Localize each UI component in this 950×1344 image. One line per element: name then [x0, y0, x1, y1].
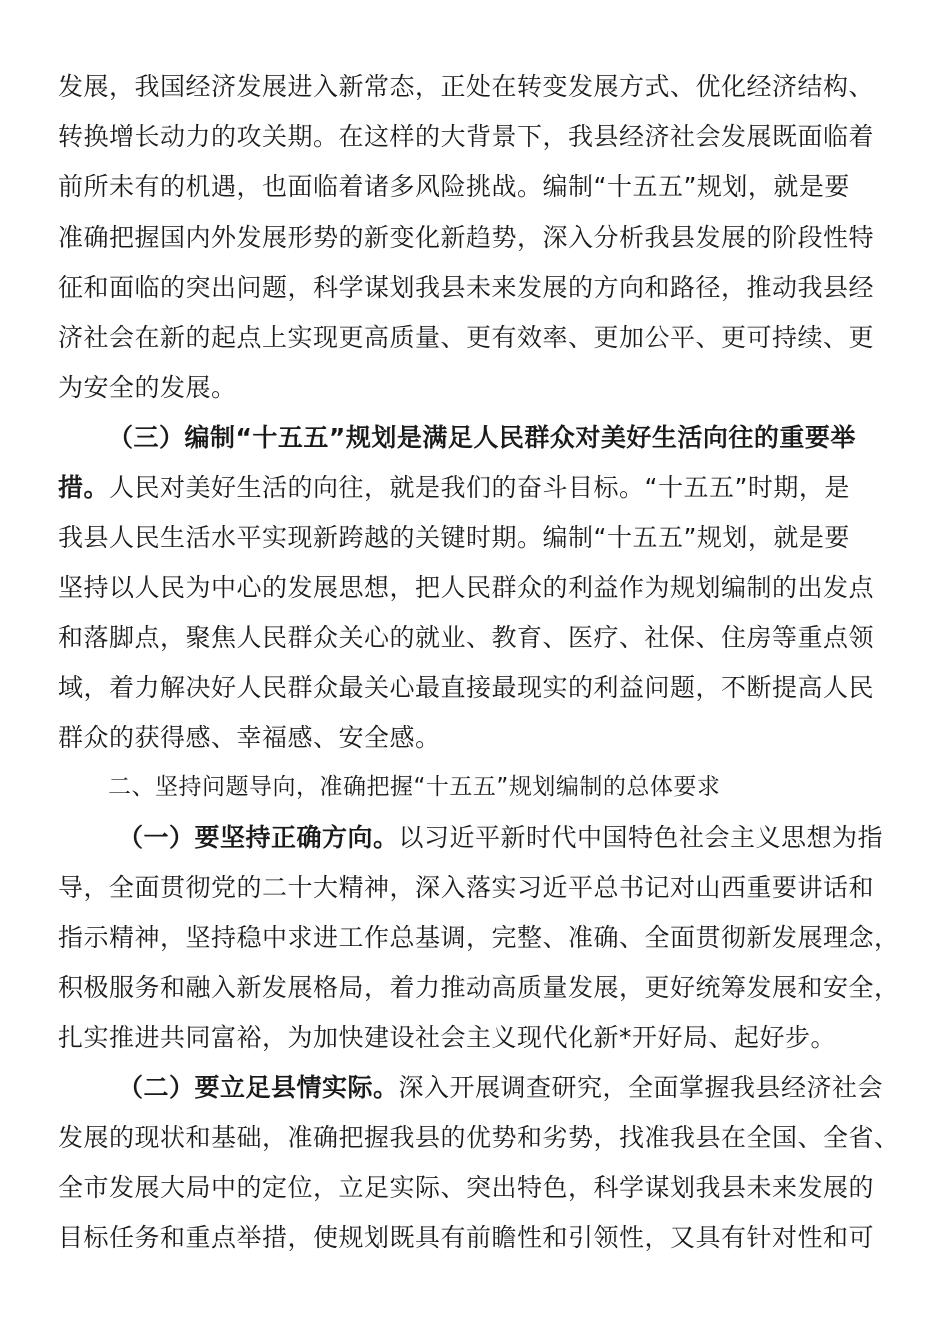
text-line: 我县人民生活水平实现新跨越的关键时期。编制“十五五”规划，就是要	[58, 523, 850, 552]
section-heading: 二、坚持问题导向，准确把握“十五五”规划编制的总体要求	[108, 774, 721, 800]
text-line: 和落脚点，聚焦人民群众关心的就业、教育、医疗、社保、住房等重点领	[58, 623, 875, 652]
text-line: 发展的现状和基础，准确把握我县的优势和劣势，找准我县在全国、全省、	[58, 1123, 900, 1152]
text-line: 群众的获得感、幸福感、安全感。	[58, 723, 441, 752]
text-line: （二）要立足县情实际。深入开展调查研究，全面掌握我县经济社会	[118, 1073, 884, 1102]
text-line: 扎实推进共同富裕，为加快建设社会主义现代化新*开好局、起好步。	[58, 1023, 837, 1052]
text-line: （一）要坚持正确方向。以习近平新时代中国特色社会主义思想为指	[118, 823, 884, 852]
text-line: 发展，我国经济发展进入新常态，正处在转变发展方式、优化经济结构、	[58, 72, 875, 101]
text-line: 域，着力解决好人民群众最关心最直接最现实的利益问题，不断提高人民	[58, 673, 875, 702]
text-line: 前所未有的机遇，也面临着诸多风险挑战。编制“十五五”规划，就是要	[58, 172, 850, 201]
text-line: 征和面临的突出问题，科学谋划我县未来发展的方向和路径，推动我县经	[58, 273, 875, 302]
text-line: 导，全面贯彻党的二十大精神，深入落实习近平总书记对山西重要讲话和	[58, 873, 875, 902]
text-line: 济社会在新的起点上实现更高质量、更有效率、更加公平、更可持续、更	[58, 323, 875, 352]
text-line: 全市发展大局中的定位，立足实际、突出特色，科学谋划我县未来发展的	[58, 1173, 875, 1202]
text-line: 目标任务和重点举措，使规划既具有前瞻性和引领性，又具有针对性和可	[58, 1223, 875, 1252]
text-line: 积极服务和融入新发展格局，着力推动高质量发展，更好统筹发展和安全，	[58, 973, 900, 1002]
section-heading: （三）编制“十五五”规划是满足人民群众对美好生活向往的重要举	[108, 423, 856, 452]
text-line: 准确把握国内外发展形势的新变化新趋势，深入分析我县发展的阶段性特	[58, 223, 875, 252]
text-line: 转换增长动力的攻关期。在这样的大背景下，我县经济社会发展既面临着	[58, 122, 875, 151]
text-line: 措。人民对美好生活的向往，就是我们的奋斗目标。“十五五”时期，是	[58, 473, 850, 502]
text-line: 为安全的发展。	[58, 373, 237, 402]
text-line: 指示精神，坚持稳中求进工作总基调，完整、准确、全面贯彻新发展理念，	[58, 923, 900, 952]
text-line: 坚持以人民为中心的发展思想，把人民群众的利益作为规划编制的出发点	[58, 573, 875, 602]
